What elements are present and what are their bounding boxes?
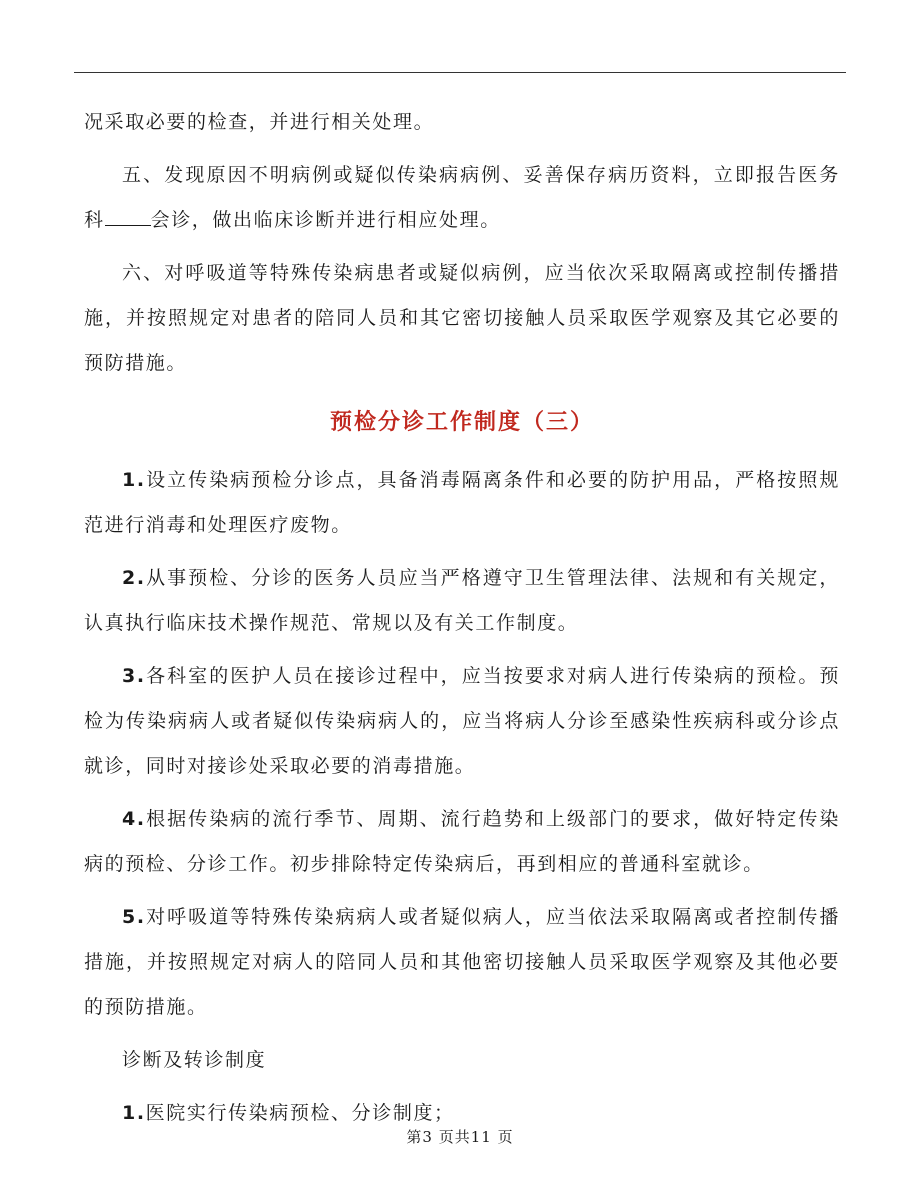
document-body — [84, 100, 840, 1136]
footer-current-page: 3 — [422, 1128, 433, 1146]
section-title: 预检分诊工作制度（三） — [329, 409, 594, 435]
item-number: 4. — [122, 808, 146, 830]
paragraph-item-five-text: 五、发现原因不明病例或疑似传染病病例、妥善保存病历资料，立即报告医务科 — [84, 164, 840, 231]
item-text: 根据传染病的流行季节、周期、流行趋势和上级部门的要求，做好特定传染病的预检、分诊工作。初步排除特定传染病后，再到相应的普通科室就诊。 — [84, 808, 840, 875]
numbered-item — [84, 895, 840, 1030]
numbered-item — [84, 654, 840, 789]
numbered-item — [84, 556, 840, 646]
page-footer — [0, 1126, 920, 1147]
paragraph-item-five — [84, 153, 840, 243]
footer-suffix: 页 — [497, 1128, 514, 1146]
paragraph-item-five-text-end: 会诊，做出临床诊断并进行相应处理。 — [150, 209, 501, 231]
footer-prefix: 第 — [406, 1128, 423, 1146]
paragraph-item-six: 六、对呼吸道等特殊传染病患者或疑似病例，应当依次采取隔离或控制传播措施，并按照规定对患者的陪同人员和其它密切接触人员采取医学观察及其它必要的预防措施。 — [84, 262, 840, 374]
paragraph-continuation: 况采取必要的检查，并进行相关处理。 — [84, 111, 435, 133]
subheading: 诊断及转诊制度 — [122, 1049, 267, 1071]
item-text: 各科室的医护人员在接诊过程中，应当按要求对病人进行传染病的预检。预检为传染病病人或者疑似传染病病人的，应当将病人分诊至感染性疾病科或分诊点就诊，同时对接诊处采取必要的消毒措施。 — [84, 665, 840, 777]
item-text: 医院实行传染病预检、分诊制度； — [145, 1102, 455, 1124]
item-number: 1. — [122, 1102, 146, 1124]
item-number: 5. — [122, 906, 146, 928]
item-number: 3. — [122, 665, 146, 687]
footer-middle: 页共 — [438, 1128, 471, 1146]
item-number: 1. — [122, 469, 146, 491]
item-number: 2. — [122, 567, 146, 589]
footer-total-pages: 11 — [470, 1128, 492, 1146]
item-text: 从事预检、分诊的医务人员应当严格遵守卫生管理法律、法规和有关规定，认真执行临床技术操作规范、常规以及有关工作制度。 — [84, 567, 840, 634]
numbered-item — [84, 458, 840, 548]
item-text: 设立传染病预检分诊点，具备消毒隔离条件和必要的防护用品，严格按照规范进行消毒和处理医疗废物。 — [84, 469, 840, 536]
fill-in-blank — [105, 211, 151, 226]
numbered-item — [84, 797, 840, 887]
item-text: 对呼吸道等特殊传染病病人或者疑似病人，应当依法采取隔离或者控制传播措施，并按照规定对病人的陪同人员和其他密切接触人员采取医学观察及其他必要的预防措施。 — [84, 906, 840, 1018]
header-rule — [74, 72, 846, 73]
